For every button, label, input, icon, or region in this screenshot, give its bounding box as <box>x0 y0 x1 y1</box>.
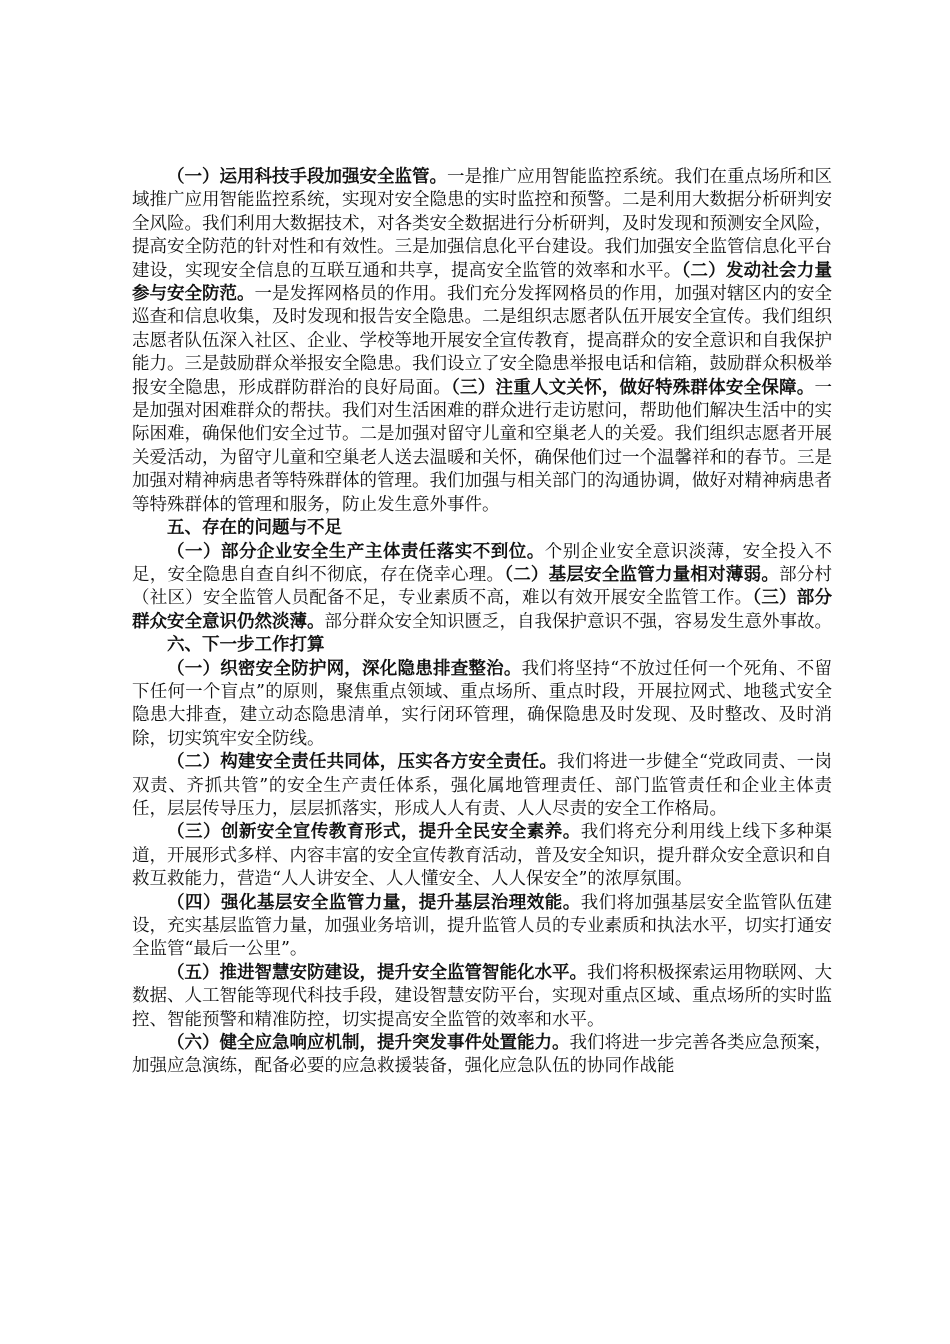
paragraph-text: 部分群众安全知识匮乏，自我保护意识不强，容易发生意外事故。 <box>324 611 832 632</box>
paragraph-text: 一是加强对困难群众的帮扶。我们对生活困难的群众进行走访慰问，帮助他们解决生活中的实际困难，确保他们安全过节。二是加强对留守儿童和空巢老人的关爱。我们组织志愿者开展关爱活动，为留守儿童和空巢老人送去温暖和关怀，确保他们过一个温馨祥和的春节。三是加强对精神病患者等特殊群体的管理。我们加强与相关部门的沟通协调，做好对精神病患者等特殊群体的管理和服务，防止发生意外事件。 <box>132 377 833 515</box>
paragraph-plan-6 <box>132 1032 832 1079</box>
subheading-plan-4: （四）强化基层安全监管力量，提升基层治理效能。 <box>167 892 581 913</box>
subheading-problem-1: （一）部分企业安全生产主体责任落实不到位。 <box>167 541 545 562</box>
subheading-social: （二）发动社会力量参与安全防范。 <box>132 260 832 305</box>
section-heading-problems: 五、存在的问题与不足 <box>167 518 342 539</box>
paragraph-text: 我们将进一步健全“党政同责、一岗双责、齐抓共管”的安全生产责任体系，强化属地管理责任、部门监管责任和企业主体责任，层层传导压力，层层抓落实，形成人人有责、人人尽责的安全工作格局。 <box>132 752 833 819</box>
paragraph-plan-5 <box>132 962 832 1032</box>
paragraph-text: 我们将进一步完善各类应急预案，加强应急演练，配备必要的应急救援装备，强化应急队伍的协同作战能 <box>132 1033 832 1077</box>
paragraph-plan-1 <box>132 658 832 752</box>
paragraph-plan-3 <box>132 821 832 891</box>
subheading-problem-2: （二）基层安全监管力量相对薄弱。 <box>504 564 780 585</box>
paragraph-text: 个别企业安全意识淡薄，安全投入不足，安全隐患自查自纠不彻底，存在侥幸心理。 <box>132 541 833 585</box>
subheading-tech: （一）运用科技手段加强安全监管。 <box>167 167 447 187</box>
subheading-plan-2: （二）构建安全责任共同体，压实各方安全责任。 <box>167 752 558 773</box>
subheading-plan-5: （五）推进智慧安防建设，提升安全监管智能化水平。 <box>167 962 587 983</box>
subheading-plan-3: （三）创新安全宣传教育形式，提升全民安全素养。 <box>167 822 581 843</box>
paragraph-text: 我们将充分利用线上线下多种渠道，开展形式多样、内容丰富的安全宣传教育活动，普及安全知识，提升群众安全意识和自救互救能力，营造“人人讲安全、人人懂安全、人人保安全”的浓厚氛围。 <box>132 822 833 890</box>
paragraph-text: 我们将加强基层安全监管队伍建设，充实基层监管力量，加强业务培训，提升监管人员的专业素质和执法水平，切实打通安全监管“最后一公里”。 <box>132 892 833 960</box>
paragraph-text: 我们将坚持“不放过任何一个死角、不留下任何一个盲点”的原则，聚焦重点领域、重点场所、重点时段，开展拉网式、地毯式安全隐患大排查，建立动态隐患清单，实行闭环管理，确保隐患及时发现、及时整改、及时消除，切实筑牢安全防线。 <box>132 658 832 749</box>
subheading-care: （三）注重人文关怀，做好特殊群体安全保障。 <box>451 377 815 398</box>
paragraph-text: 部分村（社区）安全监管人员配备不足，专业素质不高，难以有效开展安全监管工作。 <box>132 564 833 609</box>
subheading-problem-3: （三）部分群众安全意识仍然淡薄。 <box>132 588 833 632</box>
subheading-plan-1: （一）织密安全防护网，深化隐患排查整治。 <box>167 658 522 679</box>
paragraph-text: 一是推广应用智能监控系统。我们在重点场所和区域推广应用智能监控系统，实现对安全隐患的实时监控和预警。二是利用大数据分析研判安全风险。我们利用大数据技术，对各类安全数据进行分析研判，及时发现和预测安全风险，提高安全防范的针对性和有效性。三是加强信息化平台建设。我们加强安全监管信息化平台建设，实现安全信息的互联互通和共享，提高安全监管的效率和水平。 <box>132 167 832 281</box>
section-heading-next-steps: 六、下一步工作打算 <box>167 635 325 656</box>
subheading-plan-6: （六）健全应急响应机制，提升突发事件处置能力。 <box>167 1033 570 1054</box>
paragraph-text: 我们将积极探索运用物联网、大数据、人工智能等现代科技手段，建设智慧安防平台，实现对重点区域、重点场所的实时监控、智能预警和精准防控，切实提高安全监管的效率和水平。 <box>132 962 832 1030</box>
paragraph-plan-4 <box>132 892 832 962</box>
paragraph-problems <box>132 541 832 635</box>
paragraph-text: 一是发挥网格员的作用。我们充分发挥网格员的作用，加强对辖区内的安全巡查和信息收集，及时发现和报告安全隐患。二是组织志愿者队伍开展安全宣传。我们组织志愿者队伍深入社区、企业、学校等地开展安全宣传教育，提高群众的安全意识和自我保护能力。三是鼓励群众举报安全隐患。我们设立了安全隐患举报电话和信箱，鼓励群众积极举报安全隐患，形成群防群治的良好局面。 <box>132 284 832 398</box>
document-body <box>132 166 832 1079</box>
paragraph-measures-1 <box>132 166 832 517</box>
paragraph-plan-2 <box>132 751 832 821</box>
